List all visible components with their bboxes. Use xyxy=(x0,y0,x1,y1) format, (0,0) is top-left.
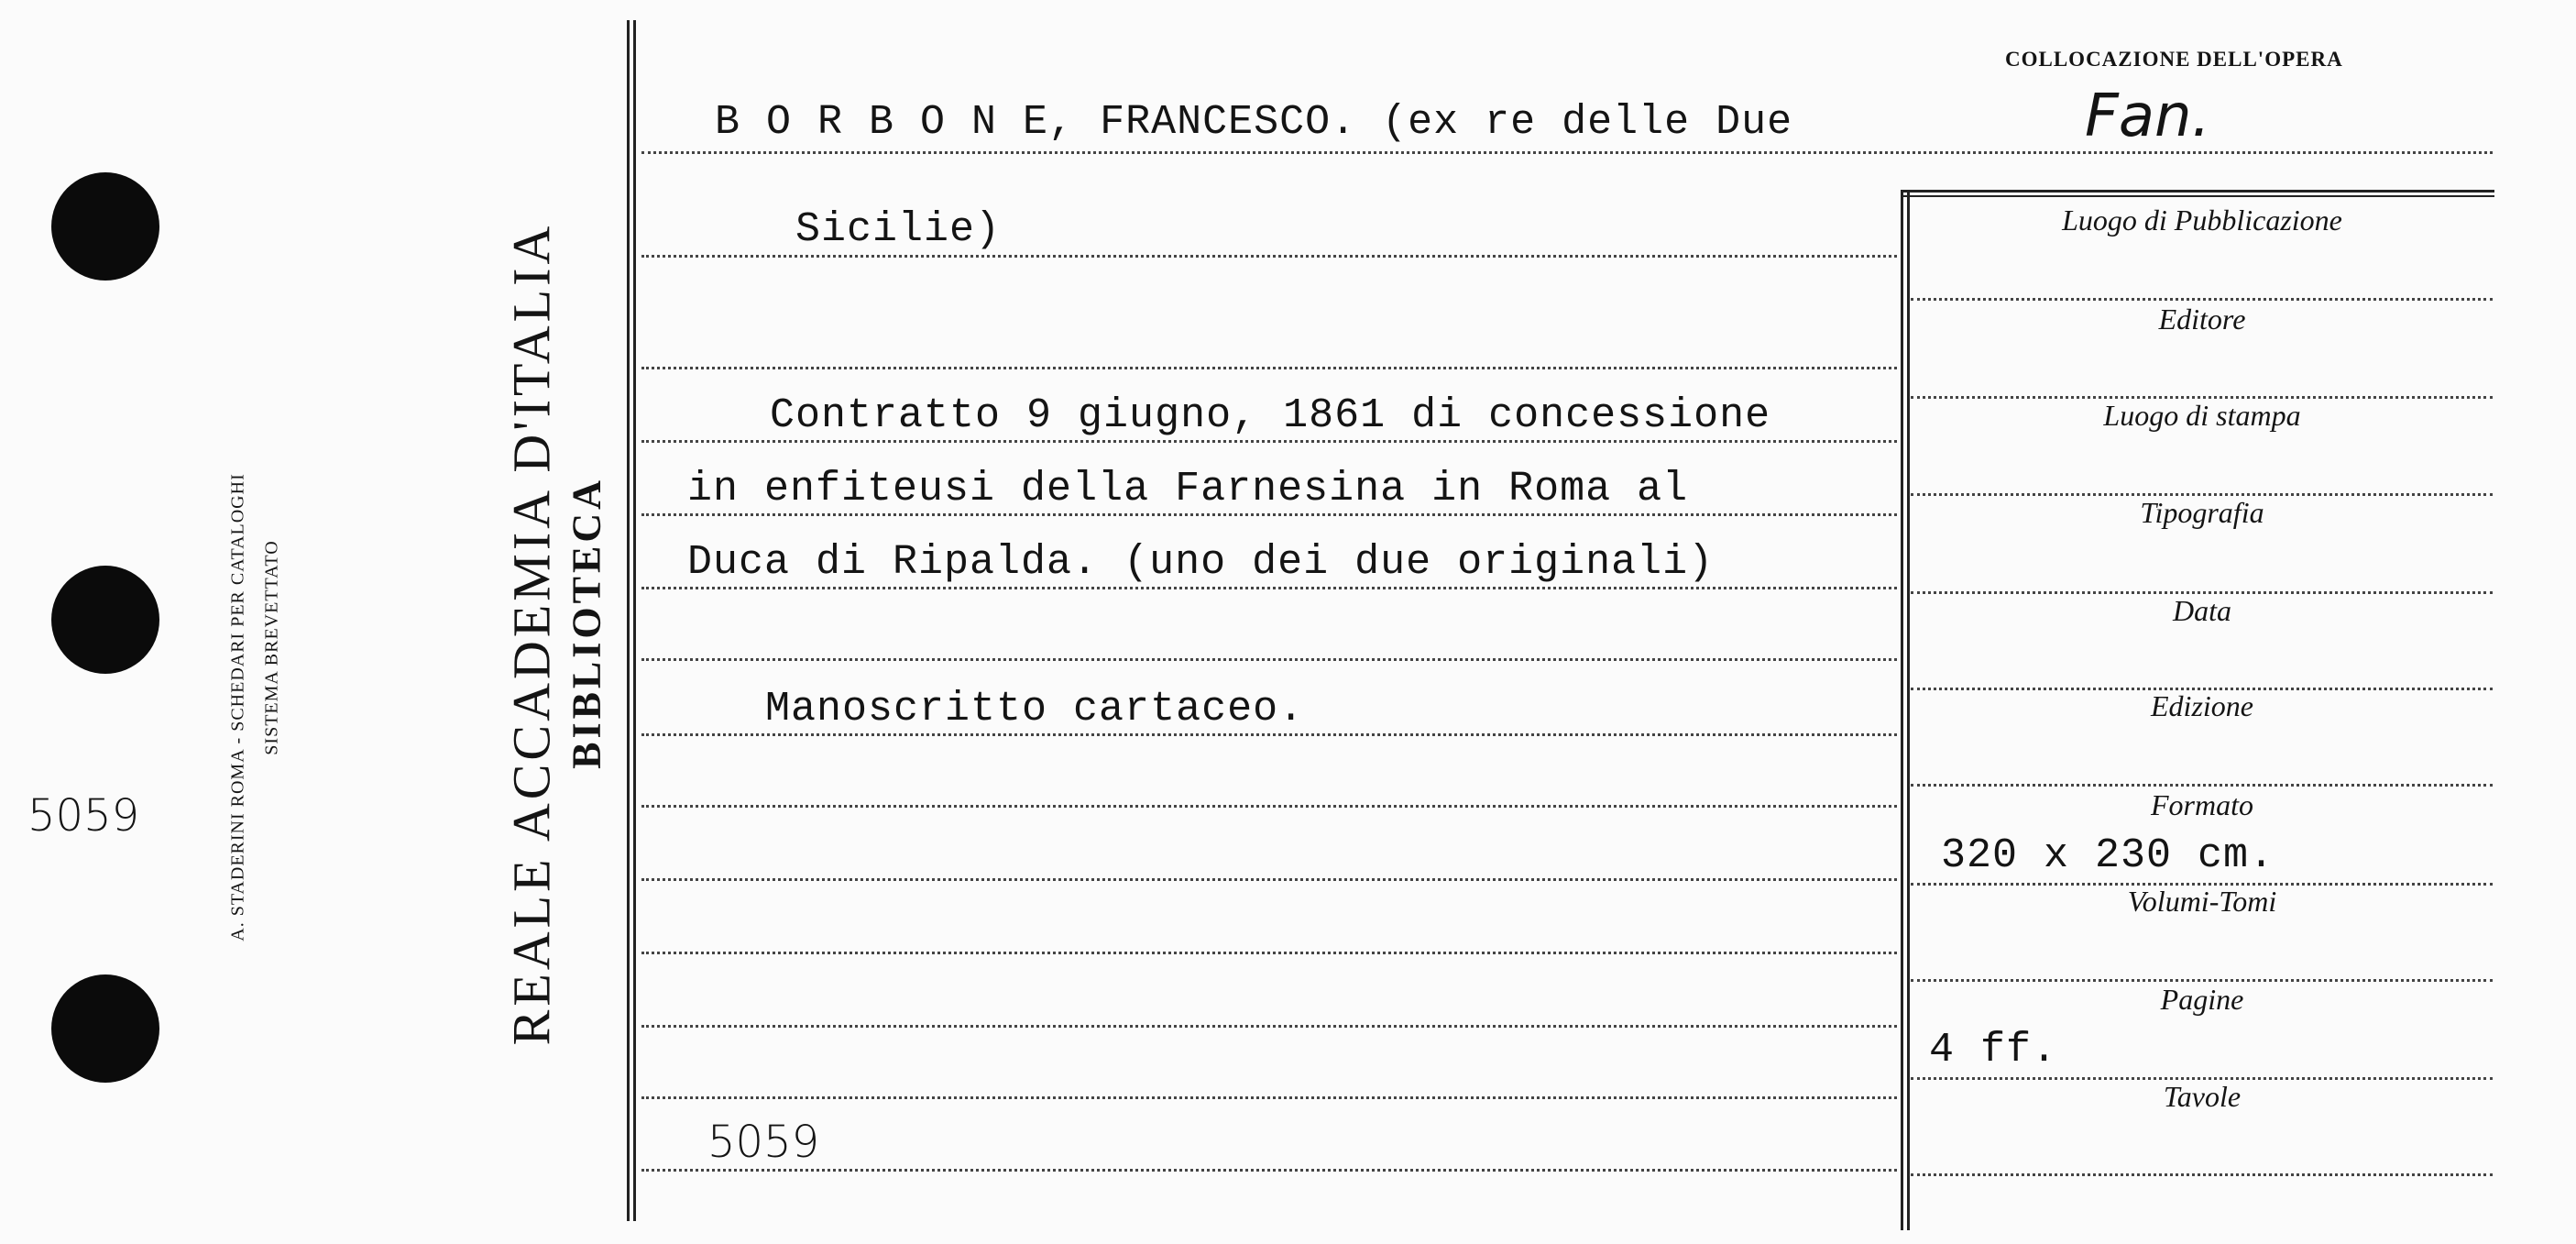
field-pagine-value: 4 ff. xyxy=(1929,1027,2058,1073)
ruling-line xyxy=(641,255,1897,258)
printer-line-2: SISTEMA BREVETTATO xyxy=(261,540,282,755)
field-pagine: Pagine xyxy=(2160,983,2244,1016)
field-ruling-line xyxy=(1911,979,2493,982)
printer-line-1: A. STADERINI ROMA - SCHEDARI PER CATALOGHI xyxy=(227,473,248,941)
ruling-line xyxy=(641,733,1897,736)
field-formato: Formato xyxy=(2151,788,2253,821)
ruling-line xyxy=(641,440,1897,443)
field-editore: Editore xyxy=(2158,303,2246,336)
field-data: Data xyxy=(2173,594,2231,627)
library-name: BIBLIOTECA xyxy=(564,477,609,769)
field-tavole: Tavole xyxy=(2163,1080,2242,1113)
ruling-line xyxy=(641,658,1897,661)
ruling-line xyxy=(641,1096,1897,1099)
ruling-line xyxy=(641,587,1897,589)
left-double-rule-a xyxy=(627,20,630,1221)
field-luogo-stampa: Luogo di stampa xyxy=(2103,399,2301,432)
entry-description: Manoscritto cartaceo. xyxy=(765,686,1305,732)
entry-author-line: B O R B O N E, FRANCESCO. (ex re delle Due xyxy=(715,99,1793,146)
field-ruling-line xyxy=(1911,784,2493,787)
field-ruling-line xyxy=(1911,298,2493,301)
ruling-line xyxy=(641,367,1897,369)
right-double-rule-a xyxy=(1901,190,1903,1230)
fields-box-top-rule xyxy=(1902,190,2494,193)
field-tipografia: Tipografia xyxy=(2140,496,2264,529)
punch-hole-top xyxy=(51,172,159,281)
ruling-line xyxy=(641,878,1897,881)
field-edizione: Edizione xyxy=(2151,689,2253,722)
ruling-line xyxy=(641,151,2493,154)
ruling-line xyxy=(641,1169,1897,1172)
collocation-header: COLLOCAZIONE DELL'OPERA xyxy=(2005,48,2343,71)
institution-name: REALE ACCADEMIA D'ITALIA xyxy=(501,222,562,1046)
field-luogo-pubblicazione: Luogo di Pubblicazione xyxy=(2062,204,2342,237)
entry-title-line-2: in enfiteusi della Farnesina in Roma al xyxy=(687,466,1689,512)
punch-hole-middle xyxy=(51,566,159,674)
field-formato-value: 320 x 230 cm. xyxy=(1941,832,2275,879)
entry-author-line-2: Sicilie) xyxy=(795,206,1002,253)
fields-box-top-rule-2 xyxy=(1902,195,2494,197)
ruling-line xyxy=(641,513,1897,516)
margin-number: 5059 xyxy=(27,790,140,842)
inventory-number: 5059 xyxy=(707,1117,820,1168)
punch-hole-bottom xyxy=(51,974,159,1083)
entry-title-line-3: Duca di Ripalda. (uno dei due originali) xyxy=(687,539,1715,586)
ruling-line xyxy=(641,805,1897,808)
ruling-line xyxy=(641,1025,1897,1028)
ruling-line xyxy=(641,952,1897,954)
left-double-rule-b xyxy=(633,20,636,1221)
field-ruling-line xyxy=(1911,1173,2493,1176)
entry-title-line-1: Contratto 9 giugno, 1861 di concessione xyxy=(770,392,1771,439)
collocation-value: Fan. xyxy=(2085,83,2210,150)
field-volumi-tomi: Volumi-Tomi xyxy=(2127,885,2277,918)
